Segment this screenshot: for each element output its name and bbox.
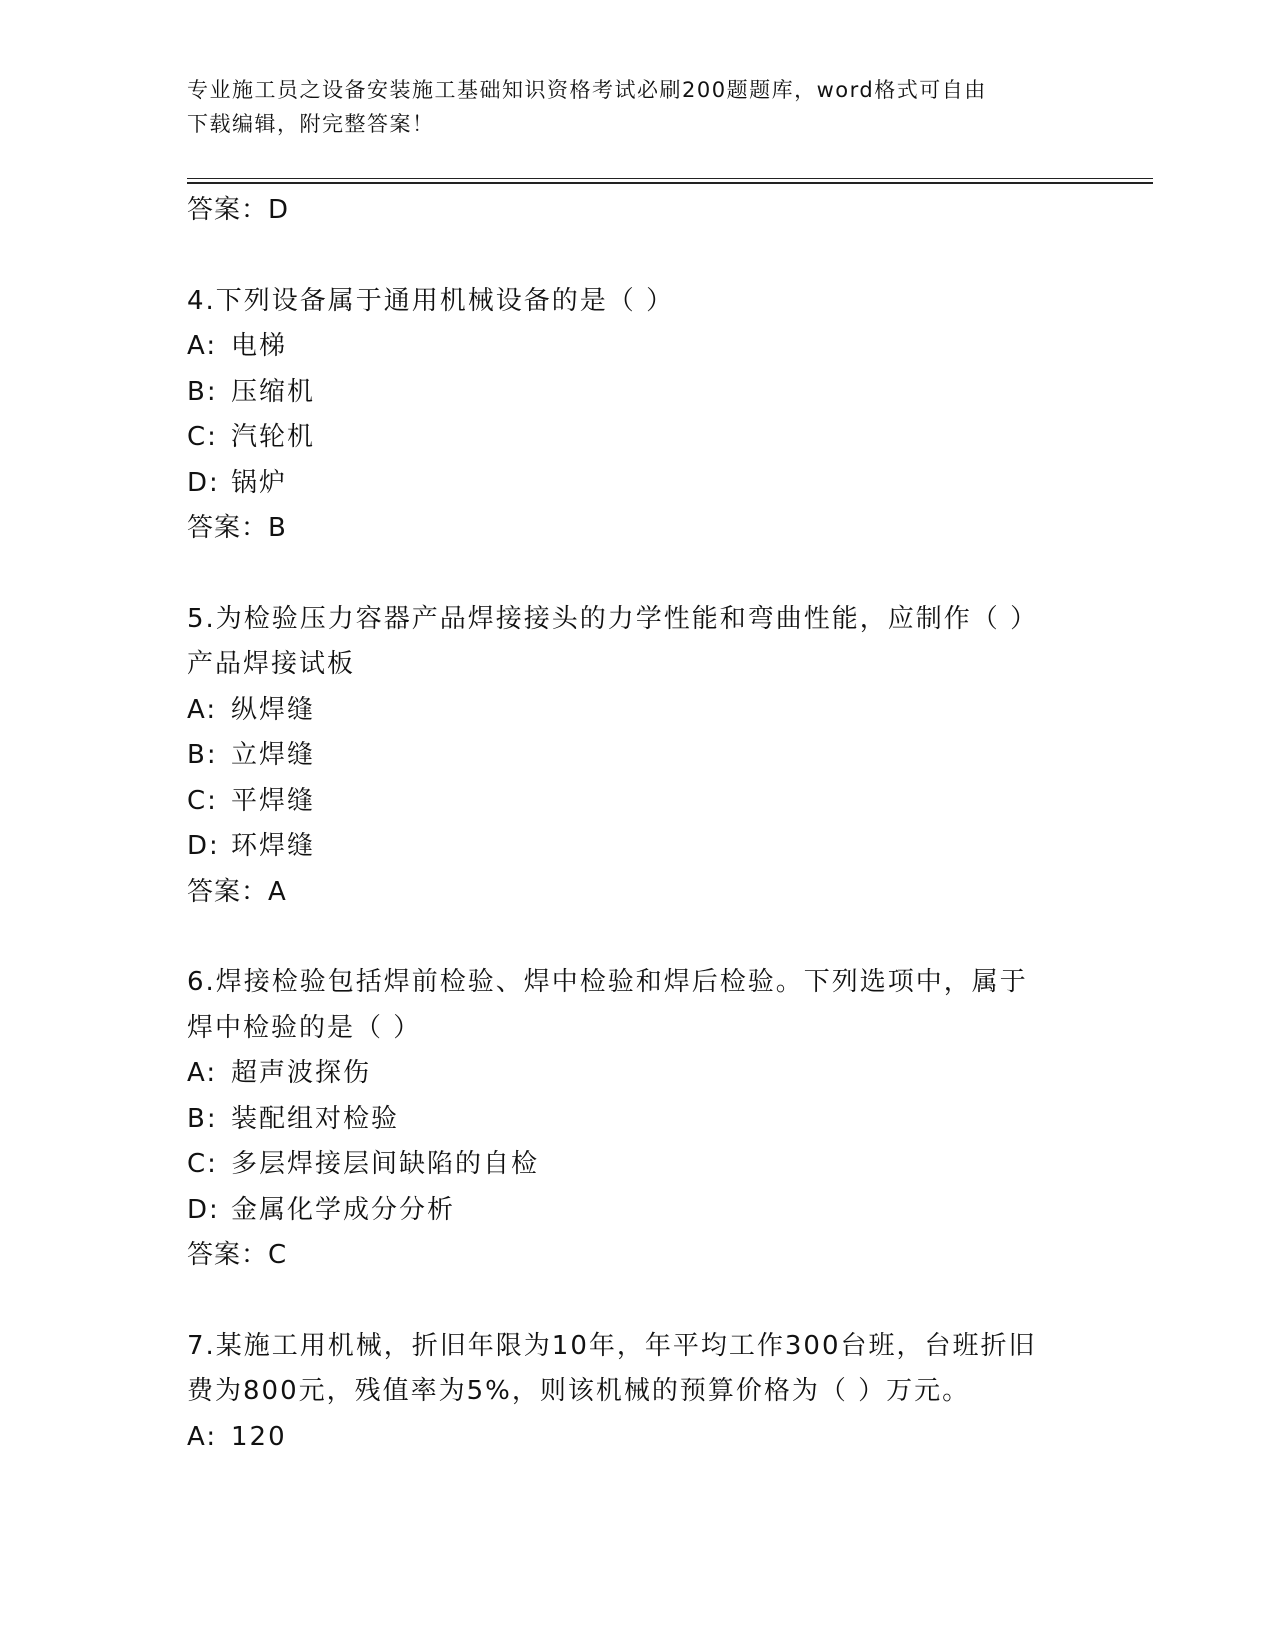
option-text: 金属化学成分分析 [231, 1194, 456, 1225]
option-text: 120 [231, 1421, 287, 1452]
option-d [187, 461, 1087, 507]
header-divider-thick [187, 182, 1153, 184]
option-c [187, 1142, 1087, 1188]
header-divider-thin [187, 178, 1153, 179]
option-a [187, 688, 1087, 734]
option-c [187, 415, 1087, 461]
document-header [187, 73, 1067, 141]
answer: 答案：C [187, 1240, 288, 1270]
header-line-2: 下载编辑，附完整答案！ [187, 112, 435, 136]
question-stem-continued: 费为800元，残值率为5%，则该机械的预算价格为（ ）万元。 [187, 1376, 971, 1406]
option-text: 超声波探伤 [231, 1058, 372, 1088]
option-text: 立焊缝 [231, 740, 316, 770]
option-a [187, 1415, 1087, 1461]
question-stem: 6.焊接检验包括焊前检验、焊中检验和焊后检验。下列选项中，属于 [187, 967, 1028, 997]
option-text: 多层焊接层间缺陷的自检 [231, 1149, 540, 1179]
option-label: A: [187, 694, 218, 725]
option-label: B: [187, 376, 218, 407]
option-label: C: [187, 1149, 218, 1179]
answer: 答案：B [187, 513, 287, 543]
question-6 [187, 960, 1087, 1279]
question-7 [187, 1324, 1087, 1461]
question-stem: 7.某施工用机械，折旧年限为10年，年平均工作300台班，台班折旧 [187, 1330, 1037, 1361]
option-a [187, 324, 1087, 370]
option-label: A: [187, 1421, 218, 1452]
header-line-1: 专业施工员之设备安装施工基础知识资格考试必刷200题题库，word格式可自由 [187, 78, 987, 102]
option-label: D: [187, 1194, 220, 1225]
option-text: 压缩机 [231, 376, 316, 407]
previous-answer: 答案：D [187, 195, 290, 225]
option-text: 纵焊缝 [231, 694, 316, 725]
option-text: 环焊缝 [231, 831, 316, 861]
option-d [187, 1188, 1087, 1234]
option-text: 锅炉 [231, 467, 288, 498]
question-stem-continued: 焊中检验的是（ ） [187, 1012, 422, 1043]
option-b [187, 370, 1087, 416]
option-text: 平焊缝 [231, 785, 316, 816]
option-text: 汽轮机 [231, 422, 316, 452]
option-label: C: [187, 422, 218, 452]
question-4 [187, 279, 1087, 552]
question-list [187, 188, 1087, 1460]
option-label: D: [187, 467, 220, 498]
option-b [187, 1097, 1087, 1143]
answer: 答案：A [187, 876, 287, 907]
option-label: B: [187, 740, 218, 770]
option-c [187, 779, 1087, 825]
question-stem: 4.下列设备属于通用机械设备的是（ ） [187, 285, 675, 316]
option-text: 电梯 [231, 331, 288, 361]
question-stem: 5.为检验压力容器产品焊接接头的力学性能和弯曲性能，应制作（ ） [187, 603, 1039, 634]
option-label: A: [187, 331, 218, 361]
option-text: 装配组对检验 [231, 1103, 400, 1134]
option-b [187, 733, 1087, 779]
question-5 [187, 597, 1087, 916]
option-label: D: [187, 831, 220, 861]
question-stem-continued: 产品焊接试板 [187, 649, 356, 679]
option-label: A: [187, 1058, 218, 1088]
option-label: C: [187, 785, 218, 816]
option-label: B: [187, 1103, 218, 1134]
option-d [187, 824, 1087, 870]
option-a [187, 1051, 1087, 1097]
